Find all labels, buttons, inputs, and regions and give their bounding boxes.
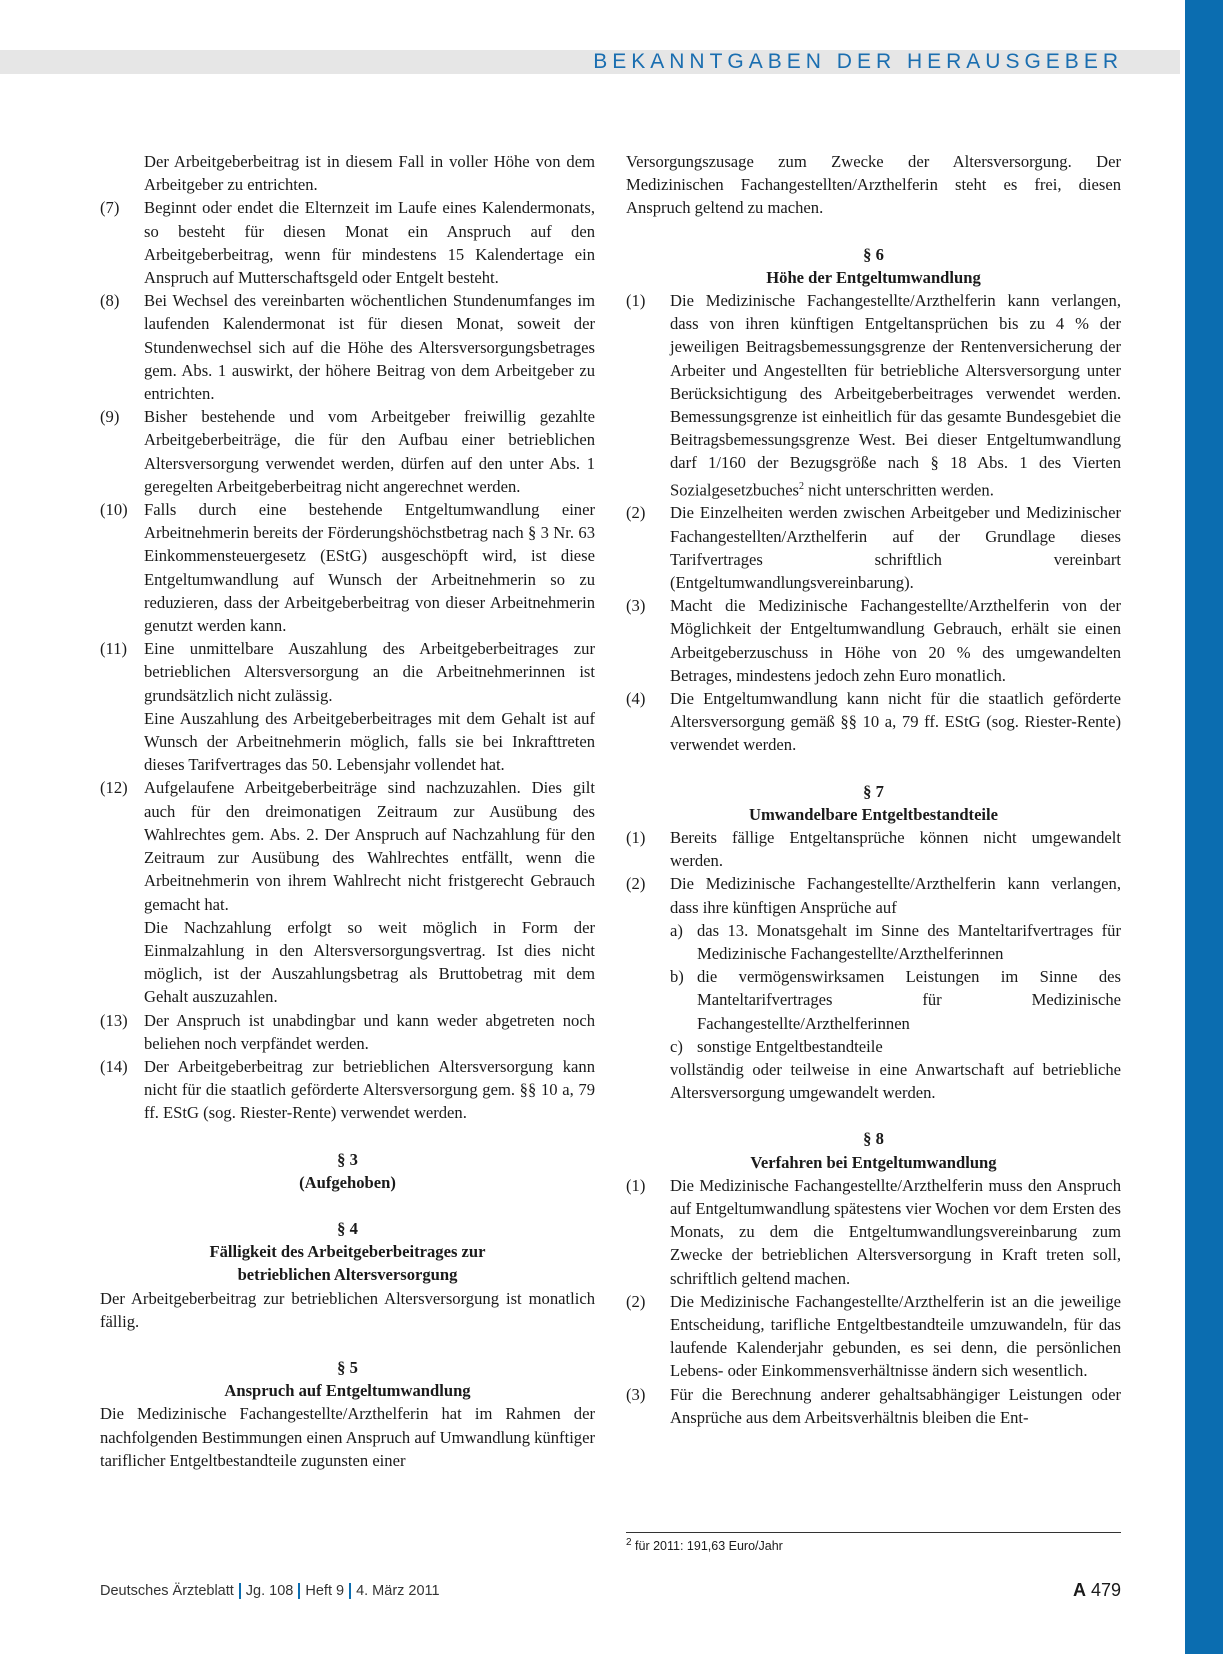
- section-title: Verfahren bei Entgeltumwandlung: [750, 1152, 997, 1172]
- numbered-item: (1) Bereits fällige Entgeltansprüche können nicht umgewandelt werden.: [626, 828, 1121, 871]
- numbered-item: (2) Die Medizinische Fachangestellte/Arzthelferin ist an die jeweilige Entscheidung, tarifliche Entgeltbestandteile umzuwandeln, für das laufende Kalenderjahr gebunden, es sei denn, die persönlichen Lebens- oder Einkommensverhältnisse ändern sich wesentlich.: [626, 1291, 1121, 1381]
- section-title: Anspruch auf Entgeltumwandlung: [224, 1381, 471, 1401]
- paragraph: Eine Auszahlung des Arbeitgeberbeitrages mit dem Gehalt ist auf Wunsch der Arbeitnehmerin möglich, falls sie bei Inkrafttreten dieses Tarifvertrages das 50. Lebensjahr vollendet hat.: [144, 708, 595, 775]
- numbered-item: (2) Die Einzelheiten werden zwischen Arbeitgeber und Medizinischer Fachangestellten/Arzthelferin auf der Grundlage dieses Tarifvertrages schriftlich vereinbart (Entgeltumwandlungsvereinbarung).: [626, 503, 1121, 592]
- sub-item: c) sonstige Entgeltbestandteile: [670, 1036, 883, 1056]
- footer-separator: [298, 1583, 300, 1599]
- numbered-item: (14) Der Arbeitgeberbeitrag zur betrieblichen Altersversorgung kann nicht für die staatlich geförderte Altersversorgung gem. §§ 10 a, 79 ff. EStG (sog. Riester-Rente) verwendet werden.: [100, 1056, 595, 1123]
- section-number: § 3: [337, 1149, 358, 1169]
- journal-volume: Jg. 108: [245, 1583, 294, 1599]
- paragraph: Die Nachzahlung erfolgt so weit möglich in Form der Einmalzahlung in den Altersversorgungsvertrag. Ist dies nicht möglich, ist der Auszahlungsbetrag als Bruttobetrag mit dem Gehalt auszuzahlen.: [144, 917, 595, 1007]
- numbered-item: (4) Die Entgeltumwandlung kann nicht für die staatlich geförderte Altersversorgung gemäß §§ 10 a, 79 ff. EStG (sog. Riester-Rente) verwendet werden.: [626, 689, 1121, 755]
- paragraph: vollständig oder teilweise in eine Anwartschaft auf betriebliche Altersversorgung umgewandelt werden.: [670, 1060, 1121, 1103]
- footer-separator: [349, 1583, 351, 1599]
- numbered-item: (10) Falls durch eine bestehende Entgeltumwandlung einer Arbeitnehmerin bereits der Förderungshöchstbetrag nach § 3 Nr. 63 Einkommensteuergesetz (EStG) ausgeschöpft wird, ist diese Entgeltumwandlung auf Wunsch der Arbeitnehmerin so zu reduzieren, dass der Arbeitgeberbeitrag von dieser Arbeitnehmerin genutzt werden kann.: [100, 500, 595, 636]
- paragraph: Die Medizinische Fachangestellte/Arzthelferin hat im Rahmen der nachfolgenden Bestimmungen einen Anspruch auf Umwandlung künftiger tariflicher Entgeltbestandteile zugunsten einer: [100, 1404, 595, 1470]
- numbered-item: (12) Aufgelaufene Arbeitgeberbeiträge sind nachzuzahlen. Dies gilt auch für den dreimonatigen Zeitraum zur Ausübung des Wahlrechtes gem. Abs. 2. Der Anspruch auf Nachzahlung für den Zeitraum zur Ausübung des Wahlrechtes entfällt, wenn die Arbeitnehmerin von ihrem Wahlrecht nicht fristgerecht Gebrauch gemacht hat.: [100, 778, 595, 914]
- paragraph: Versorgungszusage zum Zwecke der Altersversorgung. Der Medizinischen Fachangestellten/Arzthelferin steht es frei, diesen Anspruch geltend zu machen.: [626, 152, 1121, 218]
- numbered-item: (7) Beginnt oder endet die Elternzeit im Laufe eines Kalendermonats, so besteht für diesen Monat ein Anspruch auf den Arbeitgeberbeitrag, wenn für mindestens 15 Kalendertage ein Anspruch auf Mutterschaftsgeld oder Entgelt besteht.: [100, 198, 595, 288]
- footer-separator: [239, 1583, 241, 1599]
- section-title: Höhe der Entgeltumwandlung: [766, 267, 981, 287]
- paragraph: Der Arbeitgeberbeitrag ist in diesem Fall in voller Höhe von dem Arbeitgeber zu entrichten.: [144, 152, 595, 195]
- page-footer: [100, 1583, 440, 1599]
- section-title: betrieblichen Altersversorgung: [237, 1265, 458, 1285]
- section-number: § 8: [863, 1129, 884, 1149]
- numbered-item: (2) Die Medizinische Fachangestellte/Arzthelferin kann verlangen, dass ihre künftigen Ansprüche auf: [626, 874, 1121, 917]
- left-column: [100, 150, 595, 1472]
- section-title: Fälligkeit des Arbeitgeberbeitrages zur: [209, 1242, 486, 1262]
- numbered-item: (8) Bei Wechsel des vereinbarten wöchentlichen Stundenumfanges im laufenden Kalendermonat ist für diesen Monat, soweit der Stundenwechsel sich auf die Höhe des Altersversorgungsbetrages gem. Abs. 1 auswirkt, der höhere Beitrag von dem Arbeitgeber zu entrichten.: [100, 291, 595, 404]
- section-title: (Aufgehoben): [299, 1172, 396, 1192]
- numbered-item: (1) Die Medizinische Fachangestellte/Arzthelferin muss den Anspruch auf Entgeltumwandlung spätestens vier Wochen vor dem Ersten des Monats, zu dem die Entgeltumwandlungsvereinbarung zum Zwecke der betrieblichen Altersversorgung in Kraft treten soll, schriftlich geltend machen.: [626, 1175, 1121, 1288]
- section-number: § 6: [863, 244, 884, 264]
- footnote-rule: [626, 1532, 1121, 1533]
- blue-margin-stripe: [1185, 0, 1223, 1654]
- numbered-item: (3) Macht die Medizinische Fachangestellte/Arzthelferin von der Möglichkeit der Entgeltumwandlung Gebrauch, erhält sie einen Arbeitgeberzuschuss in Höhe von 20 % des umgewandelten Betrages, mindestens jedoch zehn Euro monatlich.: [626, 596, 1121, 685]
- footnote: $^2$ für 2011: 191,63 Euro/Jahr: [626, 1537, 783, 1554]
- journal-name: Deutsches Ärzteblatt: [100, 1583, 234, 1599]
- section-title: Umwandelbare Entgeltbestandteile: [748, 804, 999, 824]
- section-number: § 4: [337, 1218, 358, 1238]
- right-column: [626, 150, 1121, 1429]
- numbered-item: (3) Für die Berechnung anderer gehaltsabhängiger Leistungen oder Ansprüche aus dem Arbeitsverhältnis bleiben die Ent-: [626, 1384, 1121, 1427]
- journal-date: 4. März 2011: [356, 1583, 440, 1599]
- section-number: § 5: [337, 1357, 358, 1377]
- section-number: § 7: [863, 781, 884, 801]
- journal-issue: Heft 9: [305, 1583, 345, 1599]
- paragraph: Der Arbeitgeberbeitrag zur betrieblichen Altersversorgung ist monatlich fällig.: [100, 1288, 595, 1331]
- numbered-item: (1) Die Medizinische Fachangestellte/Arzthelferin kann verlangen, dass von ihren künftigen Entgeltansprüchen bis zu 4 % der jeweiligen Beitragsbemessungsgrenze der Rentenversicherung der Arbeiter und Angestellten für betriebliche Altersversorgung unter Berücksichtigung des Arbeitgeberbeitrages verwendet werden. Bemessungsgrenze ist einheitlich für das gesamte Bundesgebiet die Beitragsbemessungsgrenze West. Bei dieser Entgeltumwandlung darf 1/160 der Bezugsgröße nach § 18 Abs. 1 des Vierten Sozialgesetzbuches$^2$ nicht unterschritten werden.: [626, 291, 1121, 500]
- sub-item: b) die vermögenswirksamen Leistungen im Sinne des Manteltarifvertrages für Medizinische Fachangestellte/Arzthelferinnen: [670, 967, 1121, 1033]
- footnote-marker: 2: [799, 480, 805, 492]
- numbered-item: (13) Der Anspruch ist unabdingbar und kann weder abgetreten noch beliehen noch verpfändet werden.: [100, 1010, 595, 1053]
- section-header-title: BEKANNTGABEN DER HERAUSGEBER: [593, 50, 1123, 73]
- sub-item: a) das 13. Monatsgehalt im Sinne des Manteltarifvertrages für Medizinische Fachangestellte/Arzthelferinnen: [670, 920, 1121, 964]
- numbered-item: (11) Eine unmittelbare Auszahlung des Arbeitgeberbeitrages zur betrieblichen Altersversorgung an die Arbeitnehmerinnen ist grundsätzlich nicht zulässig.: [100, 639, 595, 705]
- numbered-item: (9) Bisher bestehende und vom Arbeitgeber freiwillig gezahlte Arbeitgeberbeiträge, die für den Aufbau einer betrieblichen Altersversorgung verwendet werden, dürfen auf den unter Abs. 1 geregelten Arbeitgeberbeitrag nicht angerechnet werden.: [100, 407, 595, 496]
- page-number: A 479: [1072, 1580, 1121, 1600]
